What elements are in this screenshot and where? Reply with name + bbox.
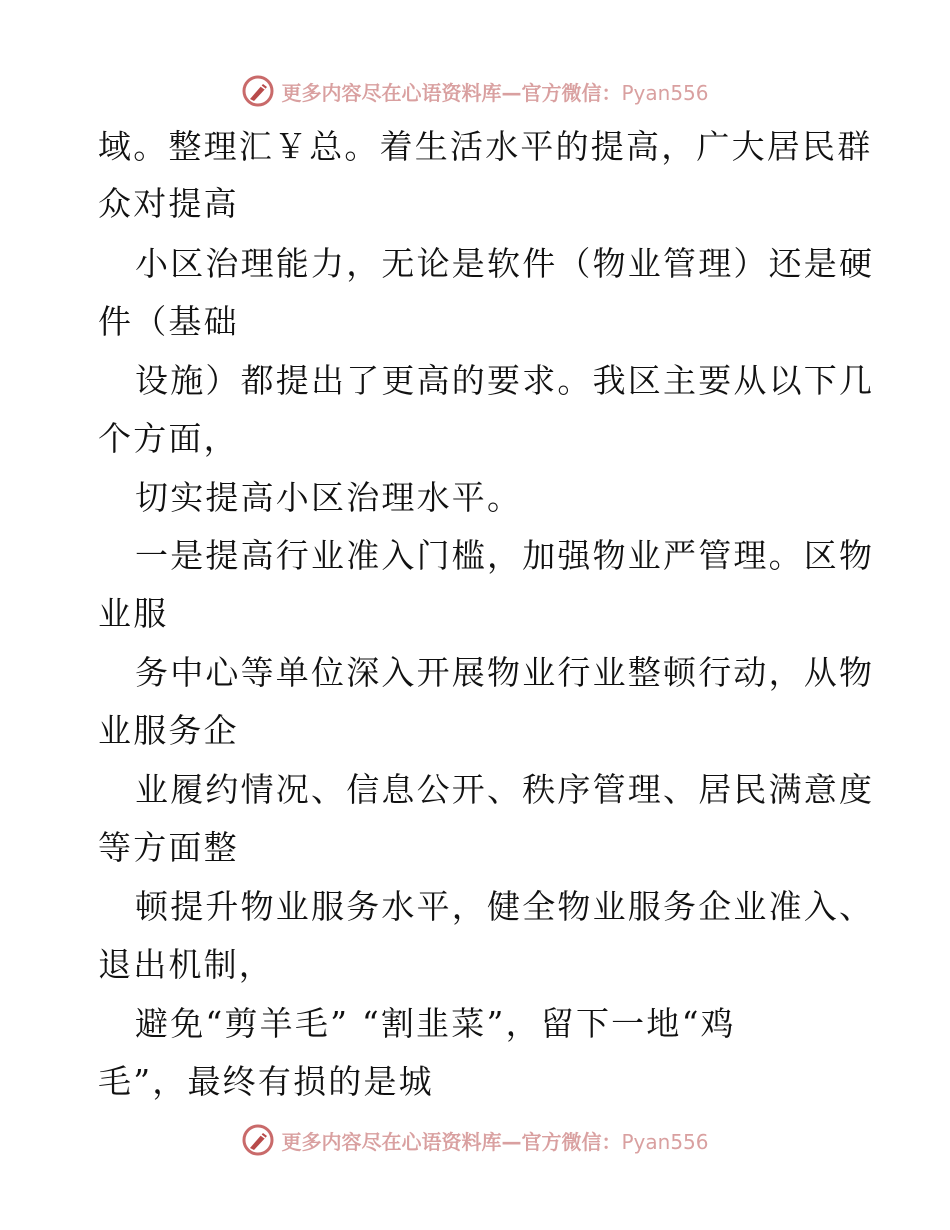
footer-watermark-banner <box>0 1120 950 1160</box>
body-line: 业履约情况、信息公开、秩序管理、居民满意度 <box>135 770 875 809</box>
body-line: 件（基础 <box>98 302 239 341</box>
pen-logo-icon <box>241 1123 275 1157</box>
body-line: 小区治理能力，无论是软件（物业管理）还是硬 <box>135 244 875 283</box>
body-line: 务中心等单位深入开展物业行业整顿行动，从物 <box>135 653 875 692</box>
pen-logo-icon <box>241 74 275 108</box>
body-line: 设施）都提出了更高的要求。我区主要从以下几 <box>135 361 875 400</box>
body-line: 域。整理汇￥总。着生活水平的提高，广大居民群 <box>98 127 873 166</box>
body-line: 切实提高小区治理水平。 <box>135 478 523 517</box>
body-line: 众对提高 <box>98 184 239 223</box>
body-line: 业服 <box>98 594 169 633</box>
body-line: 退出机制， <box>98 945 274 984</box>
body-line: 业服务企 <box>98 711 239 750</box>
body-line: 个方面， <box>98 419 239 458</box>
body-line: 顿提升物业服务水平，健全物业服务企业准入、 <box>135 887 875 926</box>
header-banner-text: 更多内容尽在心语资料库—官方微信：Pyan556 <box>281 80 709 105</box>
body-line: 等方面整 <box>98 828 239 867</box>
body-line: 避免“剪羊毛” “割韭菜”，留下一地“鸡 <box>135 1004 736 1043</box>
footer-banner-text: 更多内容尽在心语资料库—官方微信：Pyan556 <box>281 1129 709 1154</box>
body-line: 一是提高行业准入门槛，加强物业严管理。区物 <box>135 536 875 575</box>
header-watermark-banner <box>0 71 950 111</box>
body-line: 毛”，最终有损的是城 <box>98 1062 434 1101</box>
